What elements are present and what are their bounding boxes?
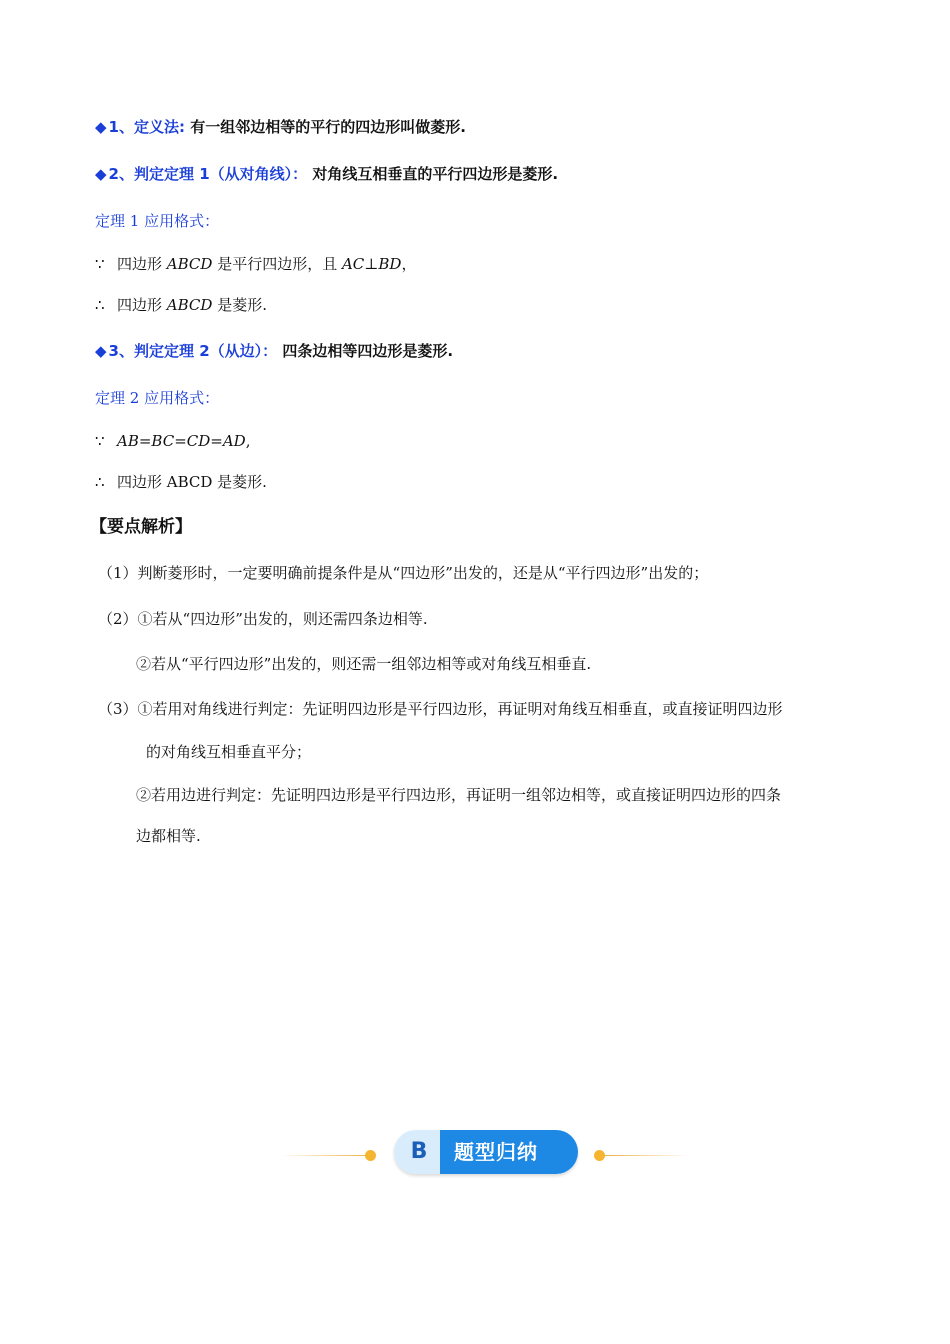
banner-right-line — [604, 1155, 688, 1156]
diagonal-ac: AC — [341, 255, 365, 273]
text-fragment: 是菱形. — [212, 296, 267, 314]
quad-name: ABCD — [166, 296, 213, 314]
theorem-1-therefore-line — [95, 295, 267, 315]
banner-left-line — [280, 1155, 370, 1156]
equal-sides-expression: AB=BC=CD=AD — [117, 432, 246, 450]
diamond-bullet-icon: ◆ — [95, 118, 107, 136]
banner-pill — [394, 1130, 578, 1174]
analysis-point-1: （1）判断菱形时，一定要明确前提条件是从“四边形”出发的，还是从“平行四边形”出发的； — [98, 564, 709, 582]
diagonal-bd: BD — [378, 255, 402, 273]
because-symbol: ∵ — [95, 432, 105, 450]
theorem-2-therefore-line — [95, 472, 267, 492]
theorem-1-label: 2、判定定理 1（从对角线）： — [108, 165, 308, 183]
theorem-2-because-line — [95, 431, 250, 451]
therefore-symbol: ∴ — [95, 473, 105, 491]
theorem-1-because-line — [95, 254, 416, 274]
analysis-point-3a-line-2: 的对角线互相垂直平分； — [146, 743, 312, 761]
quad-name: ABCD — [166, 255, 213, 273]
text-fragment: ， — [401, 255, 417, 273]
text-fragment: 四边形 — [117, 296, 167, 314]
definition-line — [95, 117, 466, 137]
therefore-symbol: ∴ — [95, 296, 105, 314]
text-fragment: 四边形 ABCD 是菱形. — [117, 473, 267, 491]
theorem-2-format-heading: 定理 2 应用格式： — [95, 389, 220, 407]
analysis-point-2a: （2）①若从“四边形”出发的，则还需四条边相等. — [98, 610, 428, 628]
banner-title: 题型归纳 — [454, 1140, 538, 1164]
section-banner — [0, 1130, 950, 1176]
text-fragment: 是平行四边形，且 — [212, 255, 342, 273]
text-fragment: , — [245, 432, 251, 450]
theorem-2-text: 四条边相等四边形是菱形. — [282, 342, 454, 360]
theorem-1-text: 对角线互相垂直的平行四边形是菱形. — [312, 165, 559, 183]
diamond-bullet-icon: ◆ — [95, 342, 107, 360]
perpendicular-symbol: ⊥ — [364, 255, 379, 273]
text-fragment: 四边形 — [117, 255, 167, 273]
definition-label: 1、定义法 — [108, 118, 179, 136]
because-symbol: ∵ — [95, 255, 105, 273]
analysis-point-3b-line-2: 边都相等. — [136, 827, 201, 845]
diamond-bullet-icon: ◆ — [95, 165, 107, 183]
theorem-2-line — [95, 341, 453, 361]
analysis-point-2b: ②若从“平行四边形”出发的，则还需一组邻边相等或对角线互相垂直. — [136, 655, 592, 673]
analysis-point-3a-line-1: （3）①若用对角线进行判定：先证明四边形是平行四边形，再证明对角线互相垂直，或直接证明四边形 — [98, 700, 783, 718]
banner-left-dot-icon — [365, 1150, 376, 1161]
banner-letter: B — [410, 1139, 428, 1164]
analysis-heading: 【要点解析】 — [90, 517, 192, 537]
theorem-1-format-heading: 定理 1 应用格式： — [95, 212, 220, 230]
theorem-2-label: 3、判定定理 2（从边）： — [108, 342, 278, 360]
theorem-1-line — [95, 164, 558, 184]
definition-colon: : — [178, 118, 185, 136]
definition-text: 有一组邻边相等的平行的四边形叫做菱形. — [190, 118, 466, 136]
analysis-point-3b-line-1: ②若用边进行判定：先证明四边形是平行四边形，再证明一组邻边相等，或直接证明四边形的四条 — [136, 786, 782, 804]
